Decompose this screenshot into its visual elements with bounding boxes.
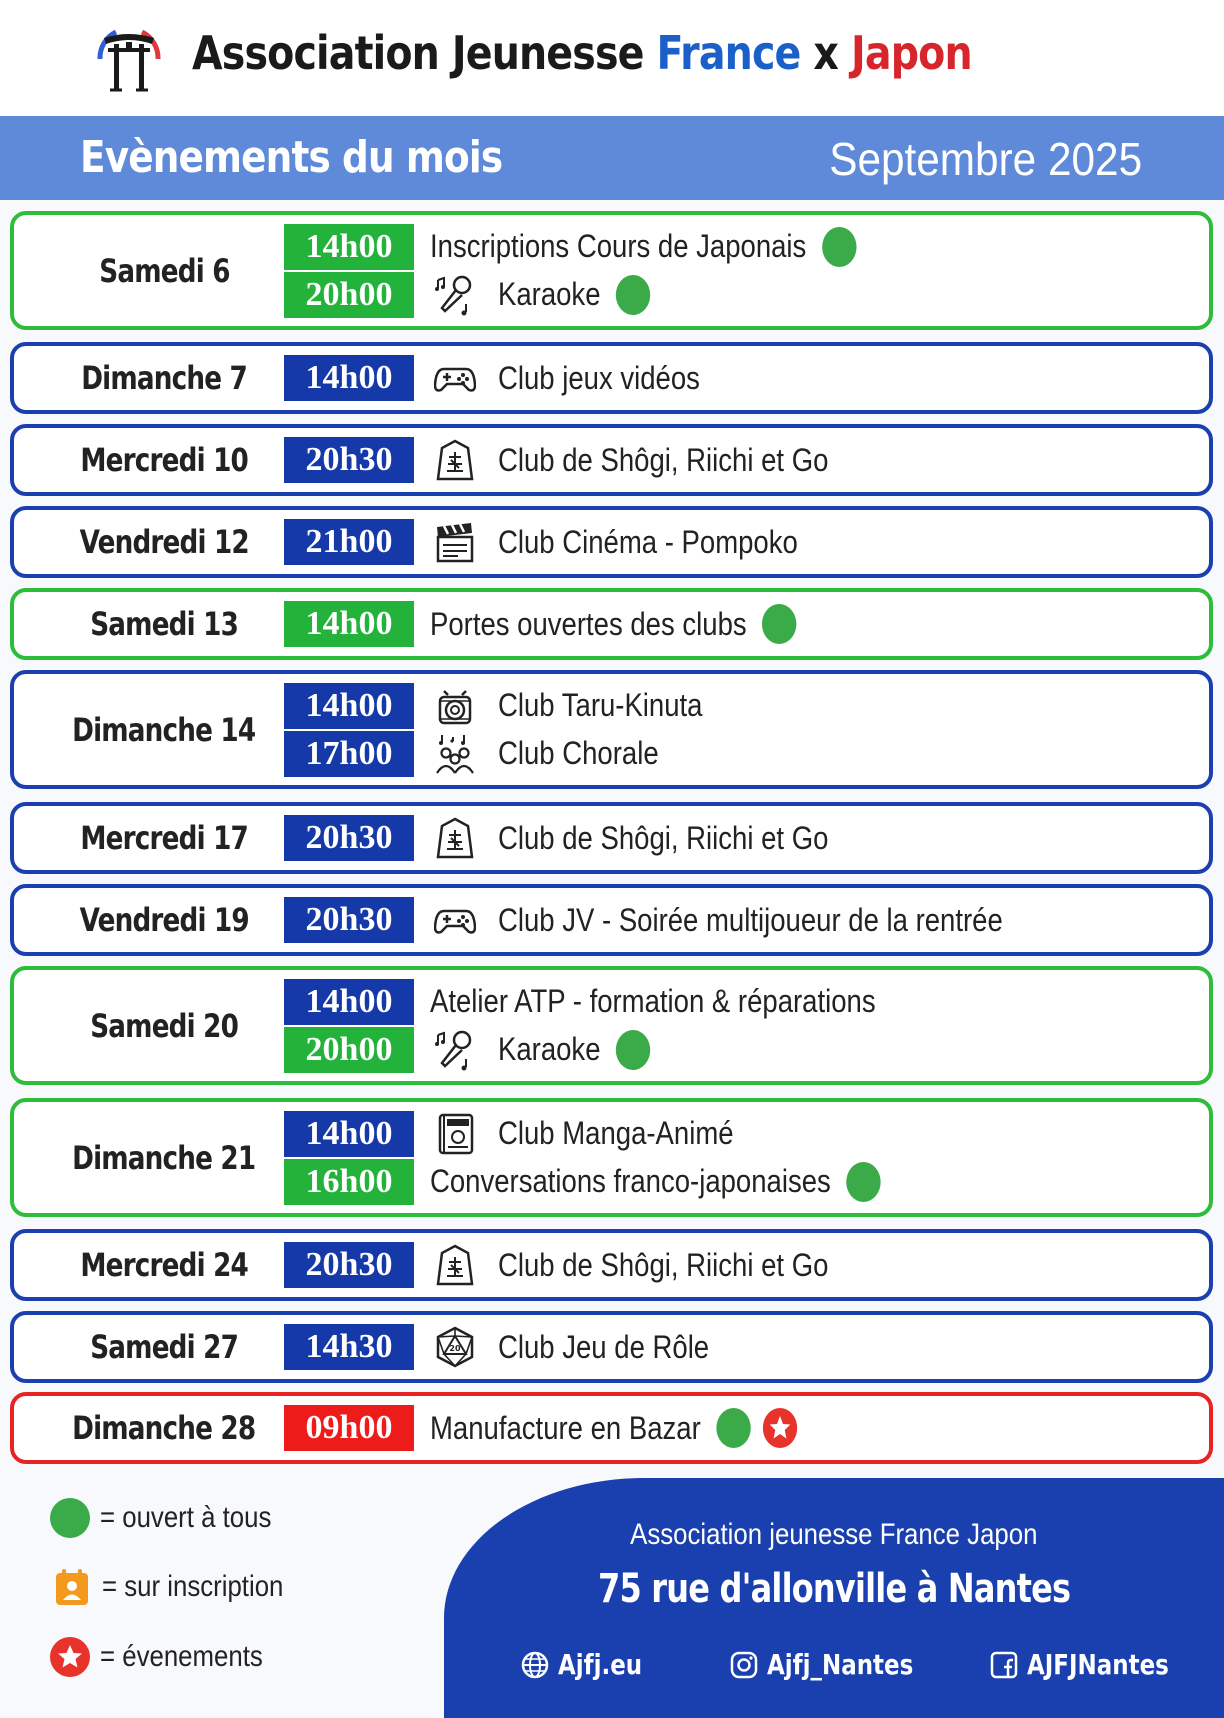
day-label-text: Mercredi 24 — [80, 1246, 248, 1284]
day-label — [34, 1396, 294, 1460]
event-title — [498, 1110, 734, 1158]
day-label-text: Dimanche 21 — [72, 1138, 256, 1177]
footer-address-text: 75 rue d'allonville à Nantes — [597, 1566, 1071, 1612]
event-title — [430, 1404, 797, 1452]
day-row — [10, 884, 1213, 956]
day-label — [34, 806, 294, 870]
facebook-icon — [989, 1650, 1019, 1680]
day-row — [10, 802, 1213, 874]
event-time: 20h30 — [284, 815, 414, 861]
event-title-text: Club jeux vidéos — [498, 359, 700, 396]
event-title — [498, 1026, 650, 1074]
day-row — [10, 1311, 1213, 1383]
event-title — [498, 271, 650, 319]
calendar-person-icon — [52, 1567, 92, 1607]
event-title — [498, 682, 702, 730]
banner-month: Septembre 2025 — [829, 133, 1142, 185]
event-title — [498, 1323, 709, 1371]
facebook-link[interactable] — [989, 1648, 1200, 1681]
header — [0, 0, 1224, 116]
legend-inscription — [50, 1565, 313, 1609]
event-time: 20h00 — [284, 272, 414, 318]
open-to-all-dot-icon — [616, 1030, 650, 1070]
day-label — [34, 346, 294, 410]
event-title-text: Club Manga-Animé — [498, 1115, 734, 1151]
website-label: Ajfj.eu — [558, 1648, 643, 1681]
day-label — [34, 674, 294, 785]
day-row — [10, 211, 1213, 330]
event-time: 14h30 — [284, 1324, 414, 1370]
event-title-text: Club Cinéma - Pompoko — [498, 523, 798, 560]
day-label — [34, 510, 294, 574]
event-time: 21h00 — [284, 519, 414, 565]
event-time: 20h30 — [284, 1242, 414, 1288]
shogi-piece-icon — [434, 439, 476, 481]
event-time: 17h00 — [284, 731, 414, 777]
day-label — [34, 592, 294, 656]
event-time: 20h00 — [284, 1027, 414, 1073]
karaoke-microphone-icon — [434, 274, 476, 316]
gamepad-icon — [434, 899, 476, 941]
shogi-piece-icon — [434, 1244, 476, 1286]
instagram-link[interactable] — [729, 1648, 945, 1681]
day-label-text: Dimanche 7 — [81, 359, 247, 397]
day-row — [10, 670, 1213, 789]
day-label — [34, 970, 294, 1081]
footer-panel — [444, 1478, 1224, 1718]
open-to-all-dot-icon — [846, 1162, 880, 1202]
day-label — [34, 1233, 294, 1297]
day-label-text: Vendredi 19 — [79, 901, 249, 939]
event-time: 14h00 — [284, 979, 414, 1025]
footer-association — [444, 1518, 1224, 1552]
open-to-all-dot-icon — [716, 1408, 750, 1448]
day-label-text: Dimanche 14 — [72, 710, 256, 749]
instagram-label: Ajfj_Nantes — [767, 1648, 914, 1681]
event-title-text: Club Jeu de Rôle — [498, 1328, 710, 1365]
event-title — [498, 1241, 828, 1289]
svg-text:20: 20 — [449, 1344, 461, 1353]
legend-events-label: = évenements — [100, 1640, 263, 1673]
event-title — [498, 354, 700, 402]
green-dot-icon — [50, 1498, 90, 1538]
website-link[interactable] — [520, 1648, 661, 1681]
event-title-text: Club de Shôgi, Riichi et Go — [498, 1246, 829, 1283]
event-time: 20h30 — [284, 897, 414, 943]
open-to-all-dot-icon — [822, 227, 856, 267]
manga-book-icon — [434, 1113, 476, 1155]
day-row — [10, 1229, 1213, 1301]
taiko-drum-icon — [434, 685, 476, 727]
event-star-icon — [763, 1408, 797, 1448]
day-label-text: Mercredi 10 — [80, 441, 248, 479]
brand-title — [192, 26, 972, 80]
event-title-text: Manufacture en Bazar — [430, 1409, 701, 1446]
event-title — [430, 1158, 881, 1206]
event-title-text: Club JV - Soirée multijoueur de la rentrée — [498, 901, 1003, 938]
event-title-text: Karaoke — [498, 1031, 601, 1067]
event-title-text: Conversations franco-japonaises — [430, 1163, 831, 1199]
day-label — [34, 215, 294, 326]
facebook-label: AJFJNantes — [1027, 1648, 1169, 1681]
choir-icon — [434, 733, 476, 775]
d20-dice-icon — [434, 1326, 476, 1368]
event-time: 16h00 — [284, 1159, 414, 1205]
instagram-icon — [729, 1650, 759, 1680]
day-row — [10, 506, 1213, 578]
event-title — [498, 518, 798, 566]
event-title — [498, 436, 828, 484]
day-label — [34, 428, 294, 492]
event-time: 14h00 — [284, 224, 414, 270]
day-row — [10, 1392, 1213, 1464]
day-label-text: Vendredi 12 — [79, 523, 249, 561]
event-title-text: Club Chorale — [498, 735, 659, 771]
brand-prefix: Association Jeunesse — [192, 26, 657, 80]
legend-open — [50, 1496, 299, 1540]
day-label — [34, 888, 294, 952]
day-row — [10, 588, 1213, 660]
event-title-text: Inscriptions Cours de Japonais — [430, 228, 807, 264]
day-label-text: Samedi 20 — [90, 1006, 238, 1045]
footer-association-text: Association jeunesse France Japon — [630, 1518, 1038, 1551]
day-row — [10, 966, 1213, 1085]
brand-x: x — [800, 26, 852, 80]
day-label-text: Samedi 6 — [98, 251, 230, 290]
event-title — [430, 600, 797, 648]
event-time: 14h00 — [284, 355, 414, 401]
day-label — [34, 1102, 294, 1213]
event-time: 14h00 — [284, 683, 414, 729]
legend-inscription-label: = sur inscription — [102, 1570, 284, 1603]
karaoke-microphone-icon — [434, 1029, 476, 1071]
events-banner — [0, 116, 1224, 200]
event-title-text: Club Taru-Kinuta — [498, 687, 703, 723]
globe-icon — [520, 1650, 550, 1680]
event-title — [498, 730, 659, 778]
day-label-text: Samedi 13 — [90, 605, 238, 643]
event-title — [430, 978, 876, 1026]
footer-address — [444, 1566, 1224, 1612]
event-time: 14h00 — [284, 601, 414, 647]
day-label — [34, 1315, 294, 1379]
open-to-all-dot-icon — [616, 275, 650, 315]
day-label-text: Dimanche 28 — [72, 1409, 256, 1447]
event-title — [498, 896, 1003, 944]
torii-logo-icon — [88, 18, 170, 100]
event-time: 09h00 — [284, 1405, 414, 1451]
legend-events — [50, 1635, 289, 1679]
event-title-text: Karaoke — [498, 276, 601, 312]
day-label-text: Samedi 27 — [90, 1328, 238, 1366]
event-title-text: Atelier ATP - formation & réparations — [430, 983, 876, 1019]
event-title-text: Club de Shôgi, Riichi et Go — [498, 441, 829, 478]
event-title — [498, 814, 828, 862]
event-time: 20h30 — [284, 437, 414, 483]
clapperboard-icon — [434, 521, 476, 563]
banner-title: Evènements du mois — [80, 132, 503, 183]
brand-japon: Japon — [851, 26, 972, 80]
day-row — [10, 342, 1213, 414]
gamepad-icon — [434, 357, 476, 399]
event-title-text: Club de Shôgi, Riichi et Go — [498, 819, 829, 856]
event-title-text: Portes ouvertes des clubs — [430, 605, 747, 642]
day-row — [10, 1098, 1213, 1217]
shogi-piece-icon — [434, 817, 476, 859]
day-label-text: Mercredi 17 — [80, 819, 248, 857]
legend-open-label: = ouvert à tous — [100, 1501, 272, 1534]
star-badge-icon — [50, 1637, 90, 1677]
open-to-all-dot-icon — [762, 604, 796, 644]
brand-france: France — [656, 26, 801, 80]
event-time: 14h00 — [284, 1111, 414, 1157]
event-title — [430, 223, 856, 271]
day-row — [10, 424, 1213, 496]
